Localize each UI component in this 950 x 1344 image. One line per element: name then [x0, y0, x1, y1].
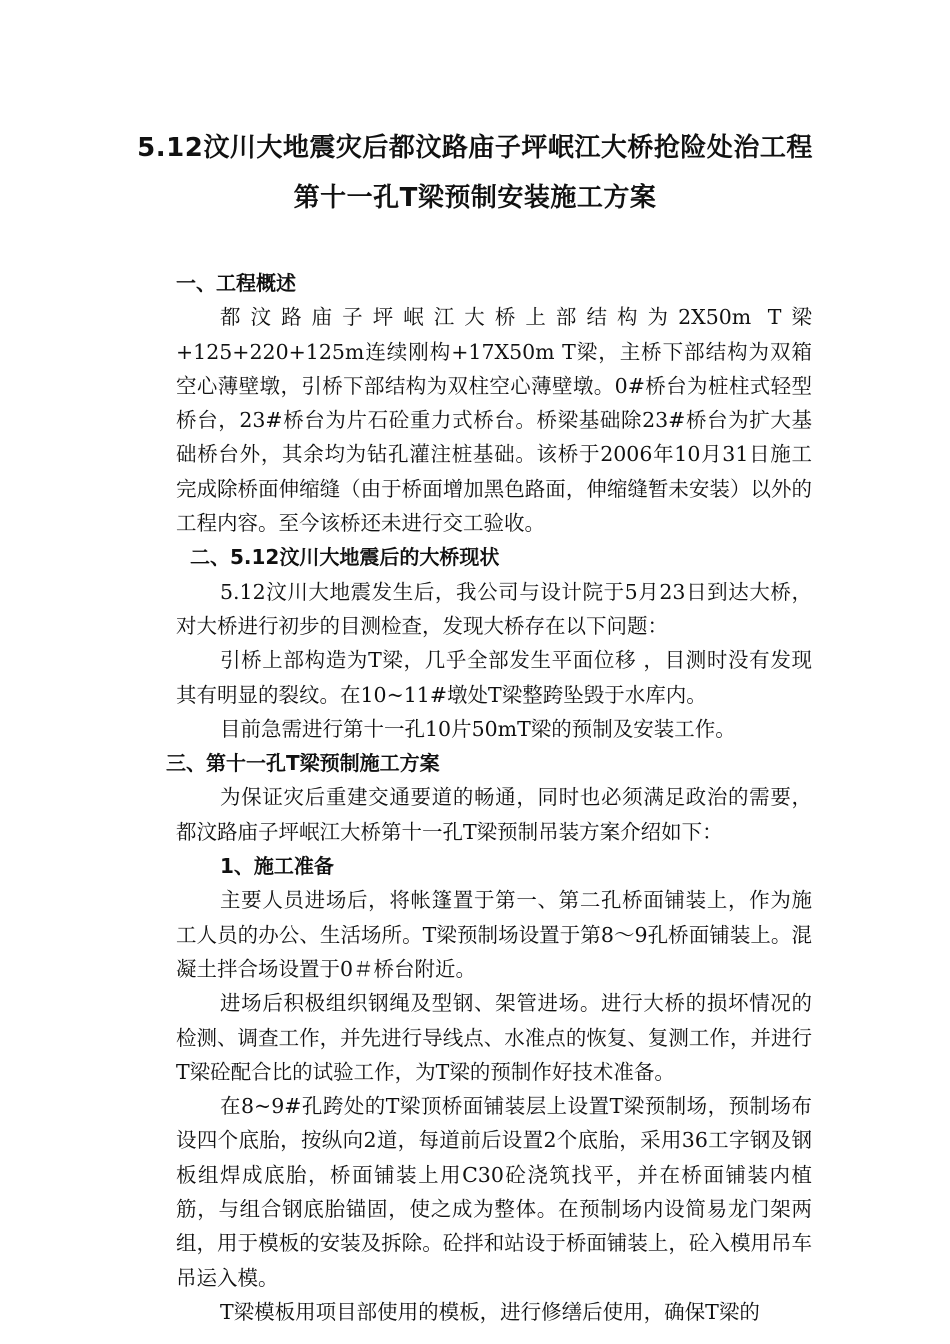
paragraph-site-setup: 主要人员进场后，将帐篷置于第一、第二孔桥面铺装上，作为施工人员的办公、生活场所。T梁预制场设置于第8～9孔桥面铺装上。混凝土拌合场设置于0＃桥台附近。 [176, 888, 812, 981]
document-title-line-1: 5.12汶川大地震灾后都汶路庙子坪岷江大桥抢险处治工程 [137, 133, 813, 163]
document-title-line-2: 第十一孔T梁预制安装施工方案 [293, 183, 657, 213]
subsection-heading-preparation: 1、施工准备 [220, 854, 334, 879]
paragraph-approach-girders: 引桥上部构造为T梁，几乎全部发生平面位移 ，目测时没有发现其有明显的裂纹。在10~11#墩处T梁整跨坠毁于水库内。 [176, 648, 812, 707]
section-heading-3: 三、第十一孔T梁预制施工方案 [166, 751, 440, 776]
paragraph-plan-intro: 为保证灾后重建交通要道的畅通，同时也必须满足政治的需要，都汶路庙子坪岷江大桥第十一孔T梁预制吊装方案介绍如下： [176, 785, 812, 844]
paragraph-prefab-yard: 在8~9#孔跨处的T梁顶桥面铺装层上设置T梁预制场，预制场布设四个底胎，按纵向2道，每道前后设置2个底胎，采用36工字钢及钢板组焊成底胎，桥面铺装上用C30砼浇筑找平，并在桥面铺装内植筋，与组合钢底胎锚固，使之成为整体。在预制场内设简易龙门架两组，用于模板的安装及拆除。砼拌和站设于桥面铺装上，砼入模用吊车吊运入模。 [176, 1094, 812, 1290]
paragraph-project-overview: 都汶路庙子坪岷江大桥上部结构为2X50m T梁+125+220+125m连续刚构+17X50m T梁，主桥下部结构为双箱空心薄壁墩，引桥下部结构为双柱空心薄壁墩。0#桥台为桩柱式轻型桥台，23#桥台为片石砼重力式桥台。桥梁基础除23#桥台为扩大基础桥台外，其余均为钻孔灌注桩基础。该桥于2006年10月31日施工完成除桥面伸缩缝（由于桥面增加黑色路面，伸缩缝暂未安装）以外的工程内容。至今该桥还未进行交工验收。 [176, 305, 812, 536]
paragraph-material-inspection: 进场后积极组织钢绳及型钢、架管进场。进行大桥的损坏情况的检测、调查工作，并先进行导线点、水准点的恢复、复测工作，并进行T梁砼配合比的试验工作，为T梁的预制作好技术准备。 [176, 991, 812, 1084]
paragraph-earthquake-status: 5.12汶川大地震发生后，我公司与设计院于5月23日到达大桥，对大桥进行初步的目测检查，发现大桥存在以下问题： [176, 579, 812, 638]
paragraph-formwork: T梁模板用项目部使用的模板，进行修缮后使用，确保T梁的 [220, 1299, 760, 1324]
section-heading-2: 二、5.12汶川大地震后的大桥现状 [190, 545, 500, 570]
paragraph-urgent-work: 目前急需进行第十一孔10片50mT梁的预制及安装工作。 [220, 716, 736, 741]
section-heading-1: 一、工程概述 [176, 271, 296, 295]
document-body [166, 266, 812, 1329]
